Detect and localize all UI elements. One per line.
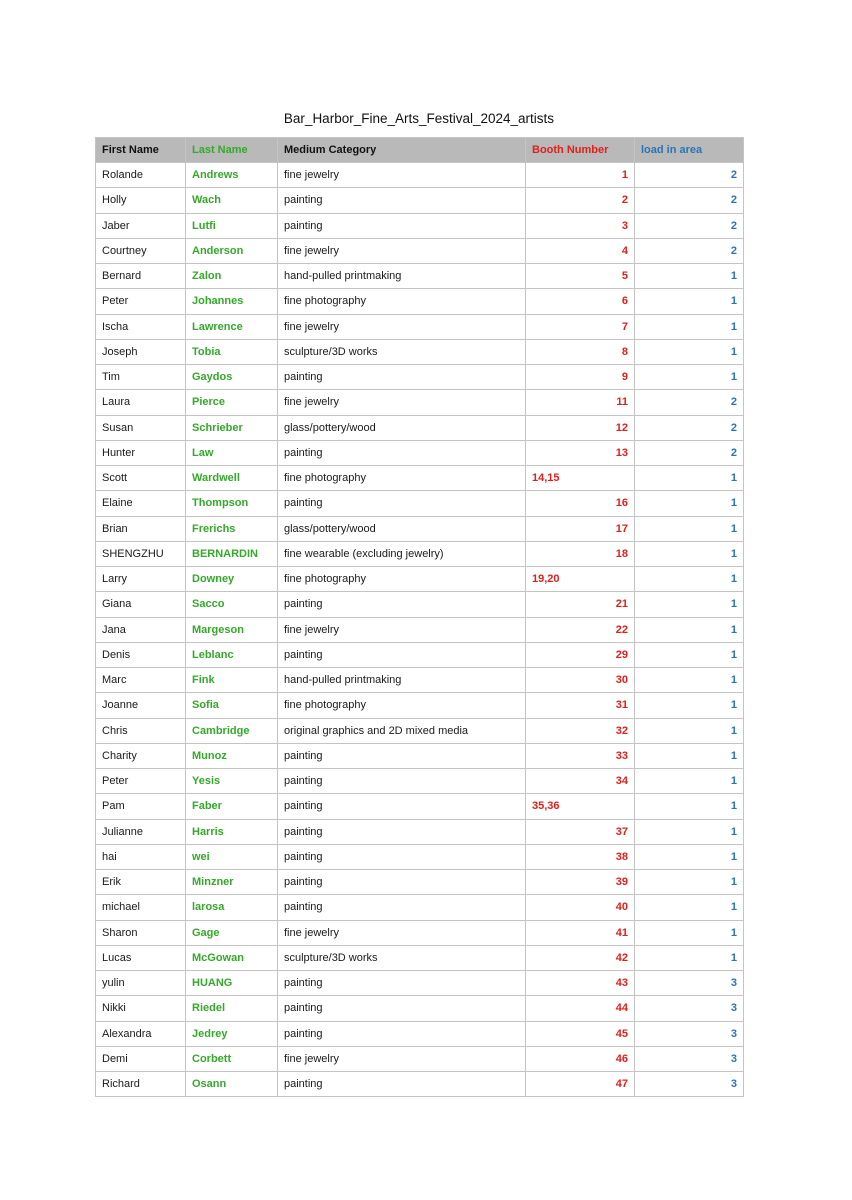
first-name-cell: SHENGZHU (96, 541, 186, 566)
load-in-area-cell: 3 (635, 1021, 744, 1046)
medium-category-cell: fine wearable (excluding jewelry) (278, 541, 526, 566)
last-name-cell: Jedrey (186, 1021, 278, 1046)
booth-number-cell: 40 (526, 895, 635, 920)
load-in-area-cell: 1 (635, 365, 744, 390)
table-row (96, 567, 744, 592)
booth-number-cell: 35,36 (526, 794, 635, 819)
load-in-area-cell: 3 (635, 996, 744, 1021)
header-booth-number: Booth Number (526, 138, 635, 163)
table-row (96, 1072, 744, 1097)
medium-category-cell: painting (278, 1021, 526, 1046)
medium-category-cell: glass/pottery/wood (278, 415, 526, 440)
load-in-area-cell: 1 (635, 743, 744, 768)
table-row (96, 617, 744, 642)
table-row (96, 264, 744, 289)
last-name-cell: McGowan (186, 945, 278, 970)
booth-number-cell: 42 (526, 945, 635, 970)
first-name-cell: Alexandra (96, 1021, 186, 1046)
load-in-area-cell: 1 (635, 668, 744, 693)
booth-number-cell: 5 (526, 264, 635, 289)
first-name-cell: Jana (96, 617, 186, 642)
load-in-area-cell: 3 (635, 1072, 744, 1097)
booth-number-cell: 22 (526, 617, 635, 642)
last-name-cell: Harris (186, 819, 278, 844)
header-last-name: Last Name (186, 138, 278, 163)
table-row (96, 289, 744, 314)
load-in-area-cell: 1 (635, 541, 744, 566)
load-in-area-cell: 1 (635, 945, 744, 970)
load-in-area-cell: 1 (635, 769, 744, 794)
last-name-cell: Cambridge (186, 718, 278, 743)
header-row (96, 138, 744, 163)
last-name-cell: Osann (186, 1072, 278, 1097)
last-name-cell: Sofia (186, 693, 278, 718)
table-row (96, 516, 744, 541)
medium-category-cell: painting (278, 743, 526, 768)
load-in-area-cell: 1 (635, 314, 744, 339)
medium-category-cell: painting (278, 213, 526, 238)
first-name-cell: Holly (96, 188, 186, 213)
last-name-cell: Leblanc (186, 642, 278, 667)
booth-number-cell: 46 (526, 1046, 635, 1071)
table-row (96, 1021, 744, 1046)
last-name-cell: Margeson (186, 617, 278, 642)
booth-number-cell: 30 (526, 668, 635, 693)
table-row (96, 440, 744, 465)
last-name-cell: Thompson (186, 491, 278, 516)
last-name-cell: Frerichs (186, 516, 278, 541)
medium-category-cell: fine jewelry (278, 617, 526, 642)
first-name-cell: Bernard (96, 264, 186, 289)
medium-category-cell: painting (278, 870, 526, 895)
first-name-cell: Ischa (96, 314, 186, 339)
medium-category-cell: fine jewelry (278, 390, 526, 415)
last-name-cell: Corbett (186, 1046, 278, 1071)
medium-category-cell: fine jewelry (278, 920, 526, 945)
table-row (96, 163, 744, 188)
first-name-cell: Demi (96, 1046, 186, 1071)
first-name-cell: Larry (96, 567, 186, 592)
table-row (96, 466, 744, 491)
last-name-cell: Law (186, 440, 278, 465)
table-row (96, 996, 744, 1021)
table-row (96, 844, 744, 869)
booth-number-cell: 1 (526, 163, 635, 188)
last-name-cell: Faber (186, 794, 278, 819)
last-name-cell: Lawrence (186, 314, 278, 339)
first-name-cell: Nikki (96, 996, 186, 1021)
table-row (96, 314, 744, 339)
load-in-area-cell: 1 (635, 339, 744, 364)
load-in-area-cell: 1 (635, 289, 744, 314)
load-in-area-cell: 3 (635, 1046, 744, 1071)
load-in-area-cell: 1 (635, 718, 744, 743)
medium-category-cell: painting (278, 188, 526, 213)
medium-category-cell: painting (278, 996, 526, 1021)
first-name-cell: Laura (96, 390, 186, 415)
load-in-area-cell: 1 (635, 870, 744, 895)
table-row (96, 920, 744, 945)
last-name-cell: Lutfi (186, 213, 278, 238)
first-name-cell: Chris (96, 718, 186, 743)
last-name-cell: Fink (186, 668, 278, 693)
first-name-cell: Peter (96, 769, 186, 794)
artists-table (95, 137, 744, 1097)
load-in-area-cell: 1 (635, 466, 744, 491)
booth-number-cell: 45 (526, 1021, 635, 1046)
load-in-area-cell: 1 (635, 895, 744, 920)
medium-category-cell: sculpture/3D works (278, 945, 526, 970)
medium-category-cell: fine photography (278, 567, 526, 592)
first-name-cell: Tim (96, 365, 186, 390)
booth-number-cell: 17 (526, 516, 635, 541)
medium-category-cell: painting (278, 971, 526, 996)
load-in-area-cell: 1 (635, 491, 744, 516)
last-name-cell: Tobia (186, 339, 278, 364)
last-name-cell: larosa (186, 895, 278, 920)
table-row (96, 213, 744, 238)
table-row (96, 743, 744, 768)
booth-number-cell: 16 (526, 491, 635, 516)
medium-category-cell: fine jewelry (278, 1046, 526, 1071)
first-name-cell: Peter (96, 289, 186, 314)
table-row (96, 693, 744, 718)
first-name-cell: Elaine (96, 491, 186, 516)
table-row (96, 390, 744, 415)
load-in-area-cell: 1 (635, 264, 744, 289)
load-in-area-cell: 2 (635, 440, 744, 465)
load-in-area-cell: 1 (635, 920, 744, 945)
first-name-cell: Pam (96, 794, 186, 819)
load-in-area-cell: 2 (635, 213, 744, 238)
table-row (96, 541, 744, 566)
load-in-area-cell: 2 (635, 238, 744, 263)
first-name-cell: Richard (96, 1072, 186, 1097)
booth-number-cell: 3 (526, 213, 635, 238)
medium-category-cell: fine jewelry (278, 163, 526, 188)
first-name-cell: Charity (96, 743, 186, 768)
table-row (96, 794, 744, 819)
booth-number-cell: 47 (526, 1072, 635, 1097)
document-title: Bar_Harbor_Fine_Arts_Festival_2024_artists (283, 111, 555, 126)
last-name-cell: Wach (186, 188, 278, 213)
booth-number-cell: 31 (526, 693, 635, 718)
first-name-cell: yulin (96, 971, 186, 996)
booth-number-cell: 41 (526, 920, 635, 945)
table-row (96, 365, 744, 390)
booth-number-cell: 18 (526, 541, 635, 566)
first-name-cell: Erik (96, 870, 186, 895)
first-name-cell: Rolande (96, 163, 186, 188)
first-name-cell: Hunter (96, 440, 186, 465)
table-row (96, 188, 744, 213)
load-in-area-cell: 1 (635, 567, 744, 592)
first-name-cell: hai (96, 844, 186, 869)
last-name-cell: Zalon (186, 264, 278, 289)
booth-number-cell: 7 (526, 314, 635, 339)
medium-category-cell: fine photography (278, 693, 526, 718)
booth-number-cell: 39 (526, 870, 635, 895)
last-name-cell: Wardwell (186, 466, 278, 491)
header-medium-category: Medium Category (278, 138, 526, 163)
first-name-cell: Courtney (96, 238, 186, 263)
last-name-cell: Yesis (186, 769, 278, 794)
table-row (96, 642, 744, 667)
first-name-cell: Scott (96, 466, 186, 491)
booth-number-cell: 43 (526, 971, 635, 996)
header-load-in-area: load in area (635, 138, 744, 163)
last-name-cell: Johannes (186, 289, 278, 314)
booth-number-cell: 11 (526, 390, 635, 415)
booth-number-cell: 8 (526, 339, 635, 364)
load-in-area-cell: 2 (635, 390, 744, 415)
booth-number-cell: 38 (526, 844, 635, 869)
first-name-cell: Susan (96, 415, 186, 440)
first-name-cell: Joseph (96, 339, 186, 364)
last-name-cell: wei (186, 844, 278, 869)
load-in-area-cell: 1 (635, 617, 744, 642)
booth-number-cell: 33 (526, 743, 635, 768)
last-name-cell: Anderson (186, 238, 278, 263)
table-row (96, 895, 744, 920)
medium-category-cell: fine jewelry (278, 238, 526, 263)
booth-number-cell: 34 (526, 769, 635, 794)
load-in-area-cell: 3 (635, 971, 744, 996)
medium-category-cell: hand-pulled printmaking (278, 668, 526, 693)
table-row (96, 1046, 744, 1071)
medium-category-cell: fine photography (278, 289, 526, 314)
medium-category-cell: sculpture/3D works (278, 339, 526, 364)
table-row (96, 491, 744, 516)
first-name-cell: Lucas (96, 945, 186, 970)
first-name-cell: Giana (96, 592, 186, 617)
table-row (96, 945, 744, 970)
medium-category-cell: painting (278, 365, 526, 390)
medium-category-cell: hand-pulled printmaking (278, 264, 526, 289)
medium-category-cell: painting (278, 895, 526, 920)
table-row (96, 769, 744, 794)
medium-category-cell: painting (278, 642, 526, 667)
load-in-area-cell: 1 (635, 844, 744, 869)
booth-number-cell: 32 (526, 718, 635, 743)
load-in-area-cell: 2 (635, 163, 744, 188)
booth-number-cell: 29 (526, 642, 635, 667)
booth-number-cell: 19,20 (526, 567, 635, 592)
load-in-area-cell: 2 (635, 415, 744, 440)
table-row (96, 592, 744, 617)
load-in-area-cell: 2 (635, 188, 744, 213)
table-row (96, 971, 744, 996)
booth-number-cell: 6 (526, 289, 635, 314)
medium-category-cell: painting (278, 819, 526, 844)
last-name-cell: Gage (186, 920, 278, 945)
last-name-cell: Andrews (186, 163, 278, 188)
last-name-cell: Gaydos (186, 365, 278, 390)
table-row (96, 668, 744, 693)
last-name-cell: Sacco (186, 592, 278, 617)
booth-number-cell: 44 (526, 996, 635, 1021)
last-name-cell: Riedel (186, 996, 278, 1021)
first-name-cell: Julianne (96, 819, 186, 844)
medium-category-cell: fine jewelry (278, 314, 526, 339)
first-name-cell: Marc (96, 668, 186, 693)
first-name-cell: Sharon (96, 920, 186, 945)
first-name-cell: Brian (96, 516, 186, 541)
medium-category-cell: painting (278, 769, 526, 794)
last-name-cell: Schrieber (186, 415, 278, 440)
medium-category-cell: glass/pottery/wood (278, 516, 526, 541)
first-name-cell: Denis (96, 642, 186, 667)
booth-number-cell: 2 (526, 188, 635, 213)
booth-number-cell: 37 (526, 819, 635, 844)
table-row (96, 819, 744, 844)
medium-category-cell: original graphics and 2D mixed media (278, 718, 526, 743)
load-in-area-cell: 1 (635, 819, 744, 844)
booth-number-cell: 13 (526, 440, 635, 465)
last-name-cell: Minzner (186, 870, 278, 895)
header-first-name: First Name (96, 138, 186, 163)
table-row (96, 415, 744, 440)
booth-number-cell: 4 (526, 238, 635, 263)
table-row (96, 718, 744, 743)
last-name-cell: Pierce (186, 390, 278, 415)
medium-category-cell: painting (278, 592, 526, 617)
medium-category-cell: fine photography (278, 466, 526, 491)
medium-category-cell: painting (278, 1072, 526, 1097)
first-name-cell: Joanne (96, 693, 186, 718)
last-name-cell: Downey (186, 567, 278, 592)
table-row (96, 238, 744, 263)
medium-category-cell: painting (278, 491, 526, 516)
load-in-area-cell: 1 (635, 794, 744, 819)
booth-number-cell: 9 (526, 365, 635, 390)
load-in-area-cell: 1 (635, 516, 744, 541)
table-row (96, 870, 744, 895)
first-name-cell: michael (96, 895, 186, 920)
load-in-area-cell: 1 (635, 642, 744, 667)
booth-number-cell: 14,15 (526, 466, 635, 491)
medium-category-cell: painting (278, 794, 526, 819)
last-name-cell: Munoz (186, 743, 278, 768)
medium-category-cell: painting (278, 844, 526, 869)
booth-number-cell: 12 (526, 415, 635, 440)
first-name-cell: Jaber (96, 213, 186, 238)
table-body (96, 163, 744, 1097)
last-name-cell: HUANG (186, 971, 278, 996)
medium-category-cell: painting (278, 440, 526, 465)
last-name-cell: BERNARDIN (186, 541, 278, 566)
load-in-area-cell: 1 (635, 592, 744, 617)
load-in-area-cell: 1 (635, 693, 744, 718)
table-row (96, 339, 744, 364)
booth-number-cell: 21 (526, 592, 635, 617)
